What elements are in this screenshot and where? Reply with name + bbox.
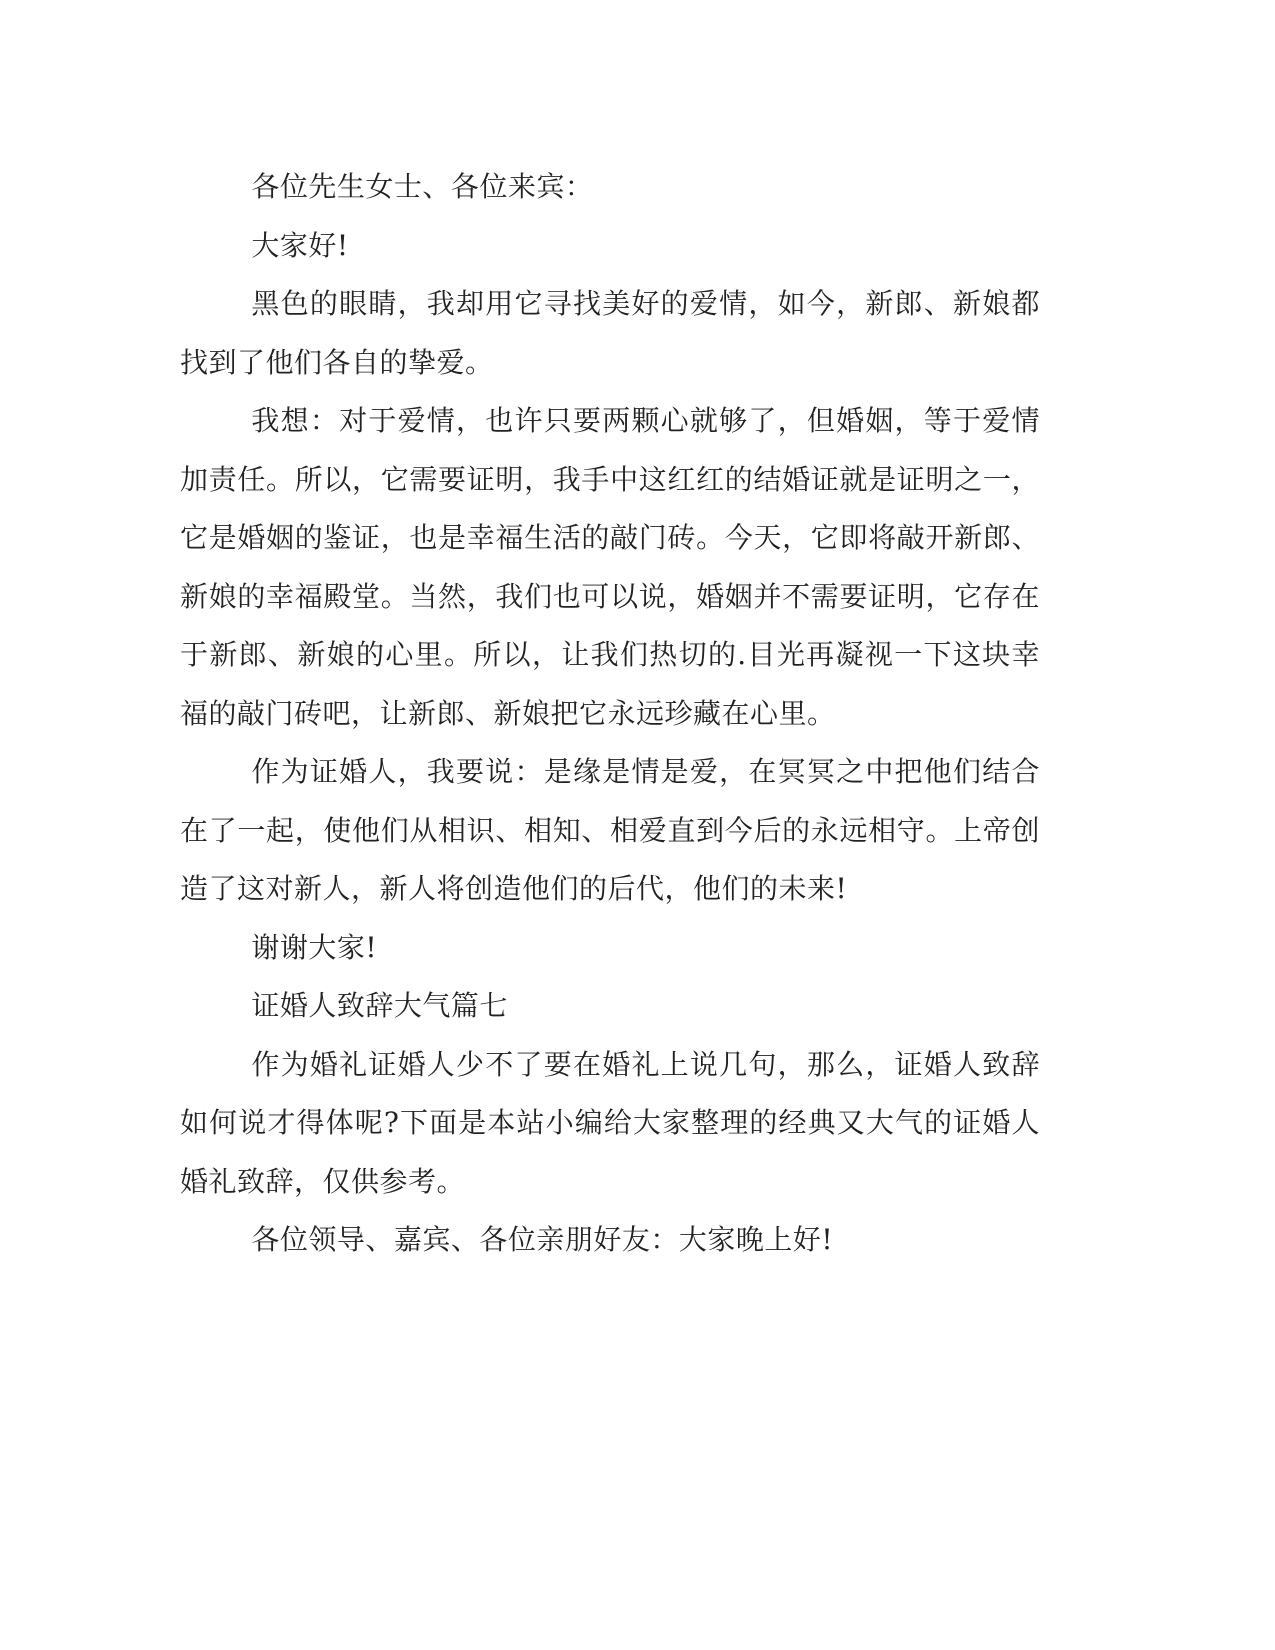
paragraph-opening: 各位领导、嘉宾、各位亲朋好友：大家晚上好!	[251, 1223, 834, 1256]
paragraph-thanks: 谢谢大家!	[251, 930, 378, 964]
paragraph-hello: 大家好!	[251, 228, 349, 262]
paragraph-witness-speech: 作为证婚人，我要说：是缘是情是爱，在冥冥之中把他们结合在了一起，使他们从相识、相知、相爱直到今后的永远相守。上帝创造了这对新人，新人将创造他们的后代，他们的未来!	[180, 755, 1040, 905]
paragraph-marriage-proof: 我想：对于爱情，也许只要两颗心就够了，但婚姻，等于爱情加责任。所以，它需要证明，我手中这红红的结婚证就是证明之一，它是婚姻的鉴证，也是幸福生活的敲门砖。今天，它即将敲开新郎、新娘的幸福殿堂。当然，我们也可以说，婚姻并不需要证明，它存在于新郎、新娘的心里。所以，让我们热切的.目光再凝视一下这块幸福的敲门砖吧，让新郎、新娘把它永远珍藏在心里。	[180, 404, 1040, 730]
paragraph-intro: 作为婚礼证婚人少不了要在婚礼上说几句，那么，证婚人致辞如何说才得体呢?下面是本站小编给大家整理的经典又大气的证婚人婚礼致辞，仅供参考。	[180, 1047, 1040, 1198]
paragraph-greeting: 各位先生女士、各位来宾：	[251, 170, 594, 203]
section-title: 证婚人致辞大气篇七	[251, 989, 508, 1022]
paragraph-eyes: 黑色的眼睛，我却用它寻找美好的爱情，如今，新郎、新娘都找到了他们各自的挚爱。	[180, 287, 1040, 379]
document-body	[180, 158, 1040, 1270]
